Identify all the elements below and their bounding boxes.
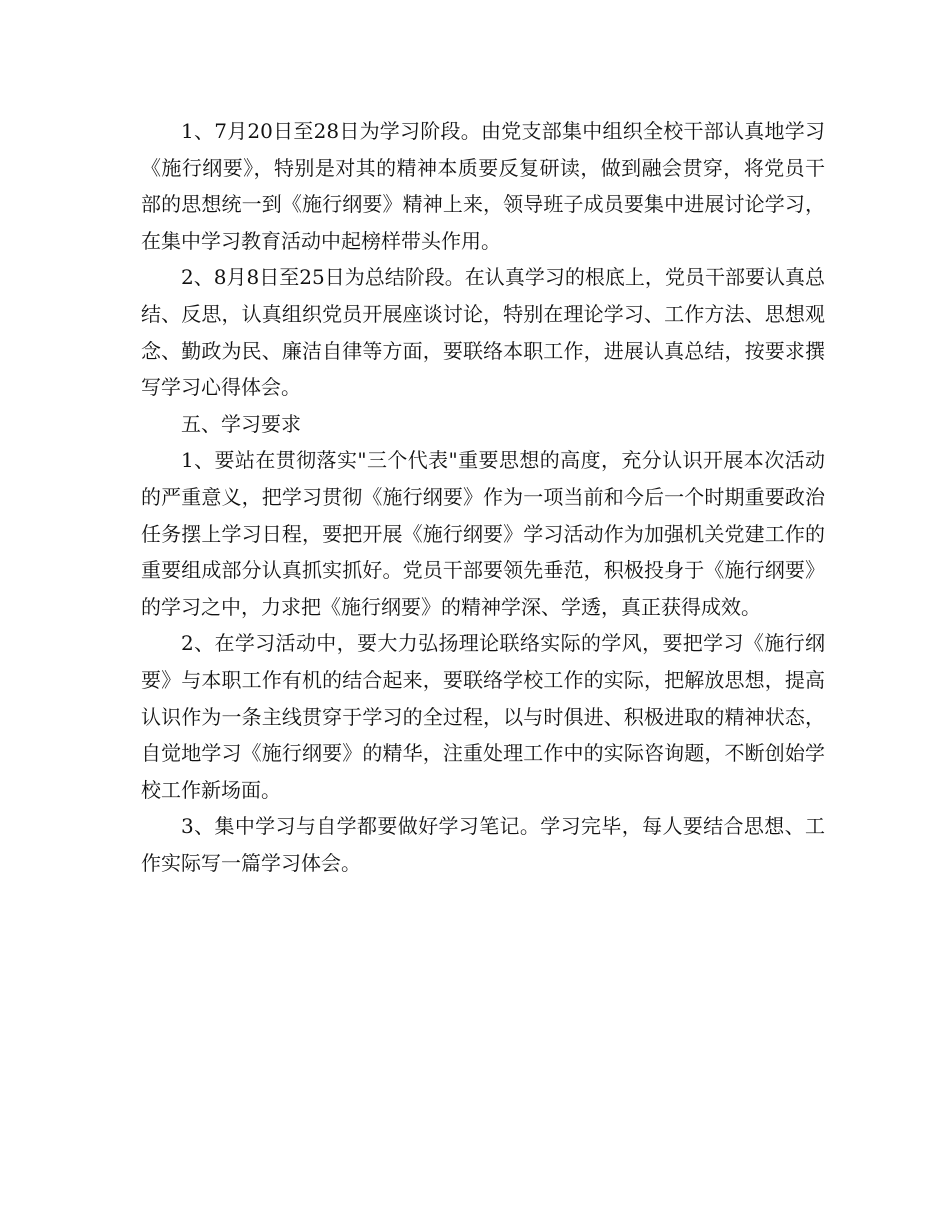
- requirement-item-3: 3、集中学习与自学都要做好学习笔记。学习完毕，每人要结合思想、工作实际写一篇学习体会。: [141, 814, 825, 875]
- requirement-item-1: 1、要站在贯彻落实"三个代表"重要思想的高度，充分认识开展本次活动的严重意义，把学习贯彻《施行纲要》作为一项当前和今后一个时期重要政治任务摆上学习日程，要把开展《施行纲要》学习活动作为加强机关党建工作的重要组成部分认真抓实抓好。党员干部要领先垂范，积极投身于《施行纲要》的学习之中，力求把《施行纲要》的精神学深、学透，真正获得成效。: [141, 448, 825, 619]
- paragraph-study-phase: 1、7月20日至28日为学习阶段。由党支部集中组织全校干部认真地学习《施行纲要》，特别是对其的精神本质要反复研读，做到融会贯穿，将党员干部的思想统一到《施行纲要》精神上来，领导班子成员要集中进展讨论学习，在集中学习教育活动中起榜样带头作用。: [141, 119, 825, 253]
- document-body: [141, 113, 825, 881]
- requirement-item-2: 2、在学习活动中，要大力弘扬理论联络实际的学风，要把学习《施行纲要》与本职工作有机的结合起来，要联络学校工作的实际，把解放思想，提高认识作为一条主线贯穿于学习的全过程，以与时俱进、积极进取的精神状态，自觉地学习《施行纲要》的精华，注重处理工作中的实际咨询题，不断创始学校工作新场面。: [141, 631, 825, 802]
- paragraph-summary-phase: 2、8月8日至25日为总结阶段。在认真学习的根底上，党员干部要认真总结、反思，认真组织党员开展座谈讨论，特别在理论学习、工作方法、思想观念、勤政为民、廉洁自律等方面，要联络本职工作，进展认真总结，按要求撰写学习心得体会。: [141, 265, 825, 400]
- section-heading: 五、学习要求: [181, 411, 301, 436]
